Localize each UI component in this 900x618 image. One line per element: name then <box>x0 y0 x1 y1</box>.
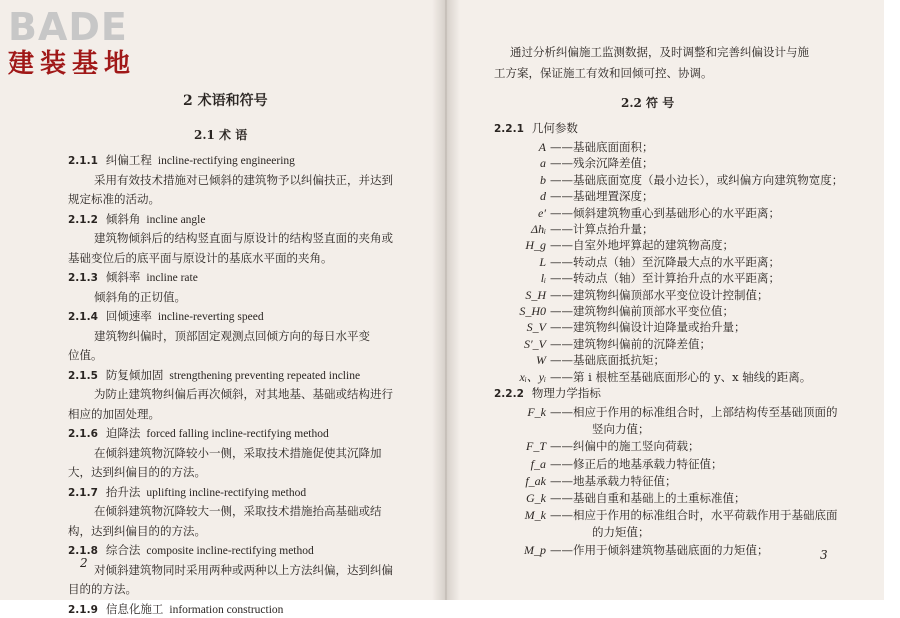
symbol-description: ——转动点（轴）至沉降最大点的水平距离； <box>550 254 780 269</box>
symbol: d <box>540 189 546 204</box>
symbol-row <box>496 221 856 237</box>
term-english: incline angle <box>146 213 206 226</box>
symbol-description: ——地基承载力特征值； <box>550 473 677 488</box>
symbol: S_H0 <box>519 304 546 318</box>
page-number-left: 2 <box>80 556 88 570</box>
symbol-row <box>496 352 856 368</box>
term-number: 2.1.2 <box>68 213 98 226</box>
symbol-row <box>496 237 856 253</box>
term-description: 相应的加固处理。 <box>68 406 160 421</box>
symbol-description: ——基础埋置深度； <box>550 189 654 204</box>
term-number: 2.1.3 <box>68 272 98 284</box>
symbol-description: ——相应于作用的标准组合时，水平荷载作用于基础底面 <box>550 508 838 523</box>
symbol-description: ——作用于倾斜建筑物基础底面的力矩值； <box>550 542 769 557</box>
symbol-description: ——修正后的地基承载力特征值； <box>550 456 723 471</box>
symbol-row <box>496 270 856 286</box>
symbol-description: ——建筑物纠偏设计迫降量或抬升量； <box>550 320 746 335</box>
term-description: 目的的方法。 <box>68 582 137 596</box>
symbol-description: ——基础底面宽度（最小边长），或纠偏方向建筑物宽度； <box>550 172 844 187</box>
symbol-row <box>496 319 856 335</box>
symbol: f_ak <box>525 473 546 488</box>
subsection-title: 物理力学指标 <box>531 386 601 400</box>
page-number-right: 3 <box>820 548 828 562</box>
symbol: H_g <box>525 238 546 253</box>
symbol-description: ——建筑物纠偏前顶部水平变位值； <box>550 304 734 318</box>
symbol-row <box>496 404 856 420</box>
intro-line-2: 工方案，保证施工有效和回倾可控、协调。 <box>494 66 713 80</box>
term-chinese: 信息化施工 <box>105 601 164 616</box>
symbol: F_k <box>527 405 546 419</box>
term-description: 建筑物纠偏时，顶部固定观测点回倾方向的每日水平变 <box>94 328 370 343</box>
symbol-description: ——相应于作用的标准组合时，上部结构传至基础顶面的 <box>550 405 838 419</box>
symbol-row <box>496 456 856 472</box>
symbol-row <box>496 205 856 221</box>
term-english: uplifting incline-rectifying method <box>146 486 307 499</box>
symbol: xᵢ、yᵢ <box>519 369 546 384</box>
symbol: lᵢ <box>540 271 546 286</box>
term-description: 在倾斜建筑物沉降较大一侧，采取技术措施抬高基础或结 <box>94 504 382 518</box>
term-description: 采用有效技术措施对已倾斜的建筑物予以纠偏扶正，并达到 <box>94 172 393 187</box>
symbol-description: ——第 i 根桩至基础底面形心的 y、x 轴线的距离。 <box>550 369 812 384</box>
symbol: f_a <box>530 456 546 471</box>
outer-margin <box>884 0 900 600</box>
subsection-mechanical <box>494 385 601 402</box>
symbol: e′ <box>538 205 546 220</box>
symbol: a <box>540 156 546 171</box>
symbol-description: ——基础自重和基础上的土重标准值； <box>550 491 746 505</box>
section-title-terms: 2.1 术 语 <box>194 128 248 142</box>
term-heading <box>68 542 314 559</box>
symbol-description: 的力矩值； <box>592 525 650 540</box>
symbol-row <box>496 473 856 489</box>
symbol-row <box>496 188 856 204</box>
term-description: 构，达到纠偏目的的方法。 <box>68 523 206 538</box>
term-number: 2.1.5 <box>68 369 98 382</box>
term-english: forced falling incline-rectifying method <box>146 428 329 440</box>
term-description: 建筑物倾斜后的结构竖直面与原设计的结构竖直面的夹角或 <box>94 231 393 245</box>
term-english: incline rate <box>146 272 198 284</box>
term-description: 在倾斜建筑物沉降较小一侧，采取技术措施促使其沉降加 <box>94 445 382 460</box>
term-heading <box>68 269 198 286</box>
symbol: M_k <box>524 508 546 523</box>
symbol: A <box>538 140 546 154</box>
subsection-number: 2.2.2 <box>494 388 524 400</box>
term-heading <box>68 601 283 618</box>
symbol-row <box>496 490 856 506</box>
watermark-top-text: BADE <box>8 5 128 49</box>
term-description: 大，达到纠偏目的的方法。 <box>68 465 206 479</box>
term-number: 2.1.9 <box>68 603 98 616</box>
symbol: G_k <box>526 491 546 505</box>
symbol-row <box>496 139 856 155</box>
term-english: incline-rectifying engineering <box>157 155 295 167</box>
term-number: 2.1.6 <box>68 428 98 440</box>
symbol-description: ——残余沉降差值； <box>550 156 654 171</box>
subsection-geometric <box>494 120 578 137</box>
symbol: L <box>539 254 546 269</box>
symbol-description: ——建筑物纠偏顶部水平变位设计控制值； <box>550 287 769 302</box>
symbol-row <box>496 421 856 437</box>
term-chinese: 倾斜率 <box>105 270 141 284</box>
term-description: 基础变位后的底平面与原设计的基底水平面的夹角。 <box>68 250 333 265</box>
symbol-row <box>496 303 856 319</box>
symbol-description: ——纠偏中的施工竖向荷载； <box>550 439 700 454</box>
term-description: 规定标准的活动。 <box>68 192 160 206</box>
term-english: incline-reverting speed <box>157 311 264 323</box>
symbol-description: ——建筑物纠偏前的沉降差值； <box>550 336 711 351</box>
symbol-description: ——基础底面抵抗矩； <box>550 353 665 368</box>
symbol-description: ——转动点（轴）至计算抬升点的水平距离； <box>550 271 780 286</box>
watermark-logo <box>8 6 136 80</box>
symbol: S_H <box>525 287 546 302</box>
term-number: 2.1.4 <box>68 311 98 323</box>
section-title-symbols: 2.2 符 号 <box>621 96 675 110</box>
subsection-number: 2.2.1 <box>494 123 524 135</box>
term-english: composite incline-rectifying method <box>146 545 314 557</box>
term-number: 2.1.7 <box>68 486 98 499</box>
symbol: M_p <box>524 542 546 557</box>
symbol-row <box>496 542 856 558</box>
term-description: 倾斜角的正切值。 <box>94 289 186 304</box>
symbol-description: 竖向力值； <box>592 422 650 437</box>
term-heading <box>68 367 360 384</box>
watermark-bottom-text: 建装基地 <box>8 49 137 79</box>
intro-line-1: 通过分析纠偏施工监测数据，及时调整和完善纠偏设计与施 <box>510 45 809 59</box>
symbol: Δhᵢ <box>531 222 546 236</box>
symbol-row <box>496 336 856 352</box>
symbol-row <box>496 155 856 171</box>
symbol-row <box>496 438 856 454</box>
term-number: 2.1.8 <box>68 545 98 557</box>
symbol-description: ——自室外地坪算起的建筑物高度； <box>550 238 734 253</box>
symbol: F_T <box>525 439 546 454</box>
term-heading <box>68 425 329 442</box>
term-chinese: 纠偏工程 <box>105 153 152 167</box>
term-description: 为防止建筑物纠偏后再次倾斜，对其地基、基础或结构进行 <box>94 387 393 401</box>
symbol-description: ——计算点抬升量； <box>550 222 654 236</box>
term-heading <box>68 308 264 325</box>
symbol-row <box>496 172 856 188</box>
symbol: S_V <box>526 320 546 335</box>
symbol: W <box>536 353 546 368</box>
term-chinese: 回倾速率 <box>105 309 152 323</box>
term-english: information construction <box>169 603 284 616</box>
term-heading <box>68 484 306 501</box>
symbol-description: ——倾斜建筑物重心到基础形心的水平距离； <box>550 205 780 220</box>
term-description: 对倾斜建筑物同时采用两种或两种以上方法纠偏，达到纠偏 <box>94 562 393 577</box>
term-heading <box>68 152 295 169</box>
symbol: b <box>540 172 546 187</box>
term-chinese: 抬升法 <box>105 484 141 499</box>
symbol: S′_V <box>524 336 546 351</box>
symbol-row <box>496 369 856 385</box>
book-gutter <box>432 0 460 600</box>
term-english: strengthening preventing repeated incline <box>169 369 361 382</box>
term-chinese: 综合法 <box>105 543 141 557</box>
symbol-row <box>496 507 856 523</box>
symbol-row <box>496 254 856 270</box>
term-heading <box>68 211 205 228</box>
term-chinese: 防复倾加固 <box>105 367 164 382</box>
term-description: 位值。 <box>68 348 103 362</box>
term-chinese: 迫降法 <box>105 426 141 440</box>
symbol-row <box>496 287 856 303</box>
symbol-row <box>496 524 856 540</box>
term-number: 2.1.1 <box>68 155 98 167</box>
chapter-title: 2 术语和符号 <box>183 93 268 109</box>
subsection-title: 几何参数 <box>531 121 578 135</box>
term-chinese: 倾斜角 <box>105 211 141 226</box>
symbol-description: ——基础底面面积； <box>550 140 654 154</box>
